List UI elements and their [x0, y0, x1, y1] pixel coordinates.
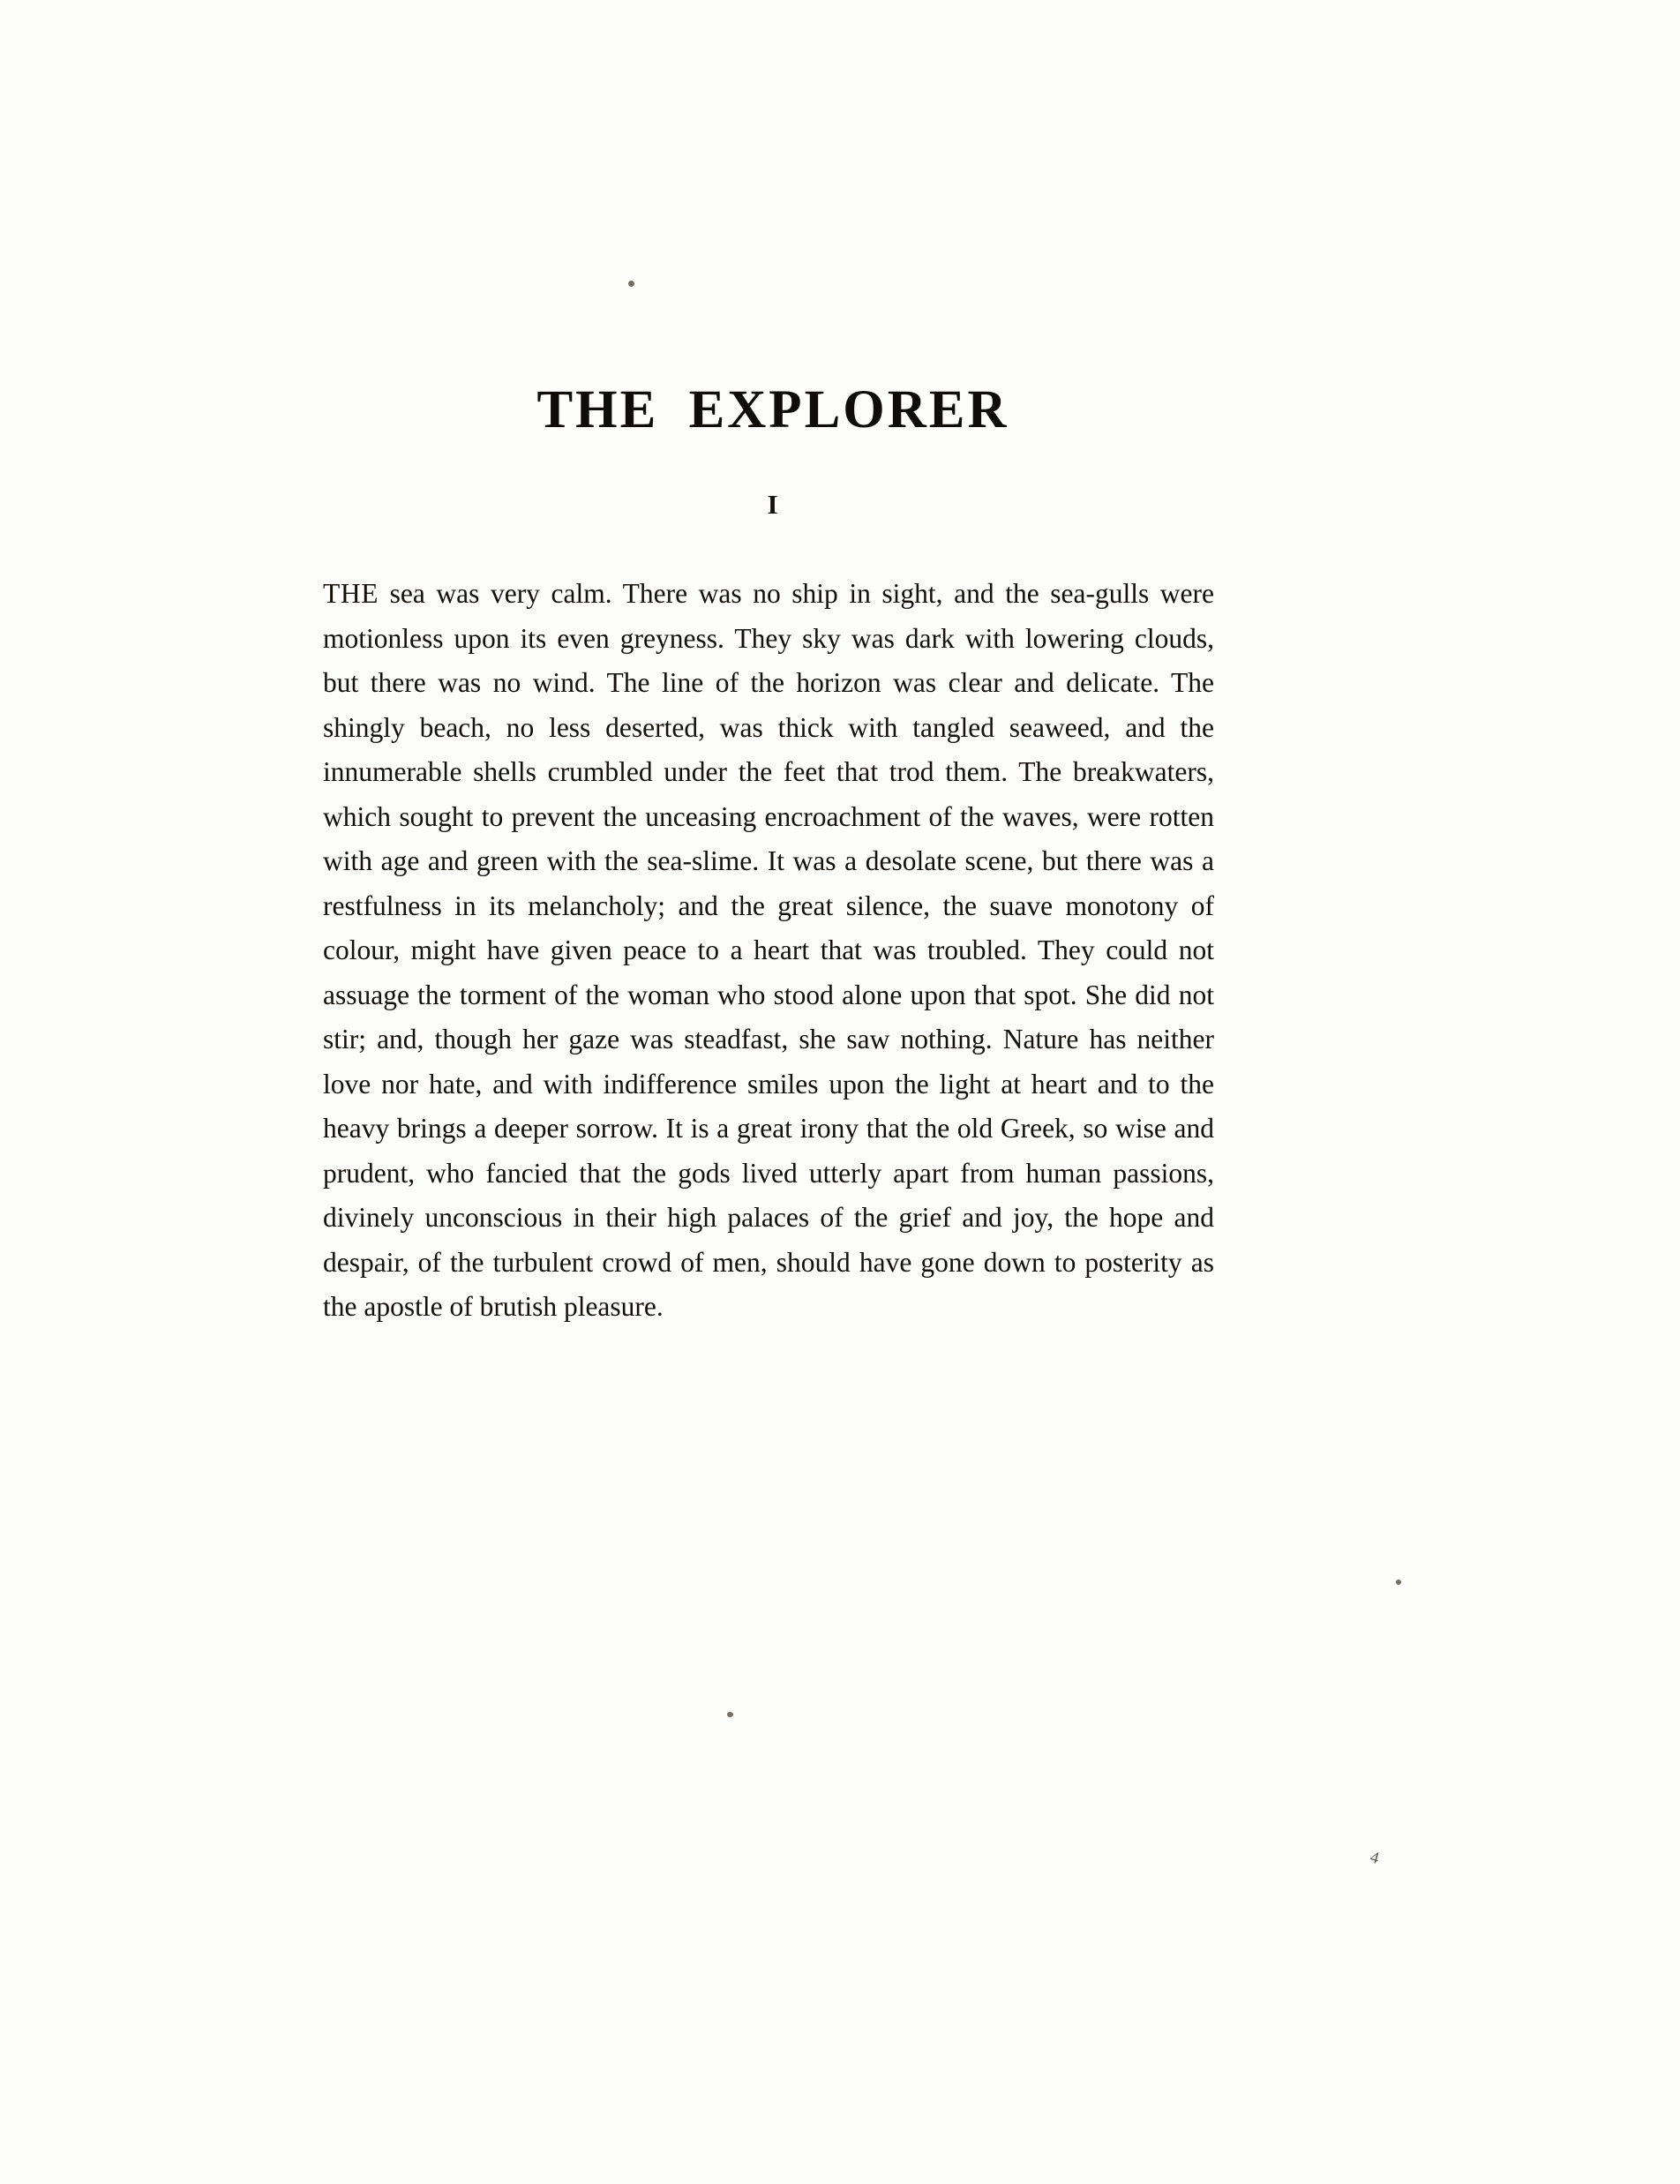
- body-paragraph: [323, 572, 1214, 1330]
- scan-speck-icon: [1396, 1580, 1401, 1585]
- scan-speck-icon: [727, 1712, 733, 1717]
- scan-speck-icon: [628, 281, 634, 287]
- page-corner-mark: 4: [1368, 1848, 1382, 1868]
- opening-smallcaps: THE: [323, 578, 379, 609]
- section-number: I: [767, 489, 779, 520]
- body-paragraph-text: sea was very calm. There was no ship in sight, and the sea-gulls were motionless upon its even greyness. They sky was dark with lowering clouds, but there was no wind. The line of the horizon was clear and delicate. The shingly beach, no less deserted, was thick with tangled seaweed, and the innumerable shells crumbled under the feet that trod them. The breakwaters, which sought to prevent the unceasing encroachment of the waves, were rotten with age and green with the sea-slime. It was a desolate scene, but there was a restfulness in its melancholy; and the great silence, the suave monotony of colour, might have given peace to a heart that was troubled. They could not assuage the torment of the woman who stood alone upon that spot. She did not stir; and, though her gaze was steadfast, she saw nothing. Nature has neither love nor hate, and with indifference smiles upon the light at heart and to the heavy brings a deeper sorrow. It is a great irony that the old Greek, so wise and prudent, who fancied that the gods lived utterly apart from human passions, divinely unconscious in their high palaces of the grief and joy, the hope and despair, of the turbulent crowd of men, should have gone down to posterity as the apostle of brutish pleasure.: [323, 578, 1214, 1322]
- page-content: [323, 379, 1214, 1357]
- page-title: THE EXPLORER: [536, 380, 1009, 439]
